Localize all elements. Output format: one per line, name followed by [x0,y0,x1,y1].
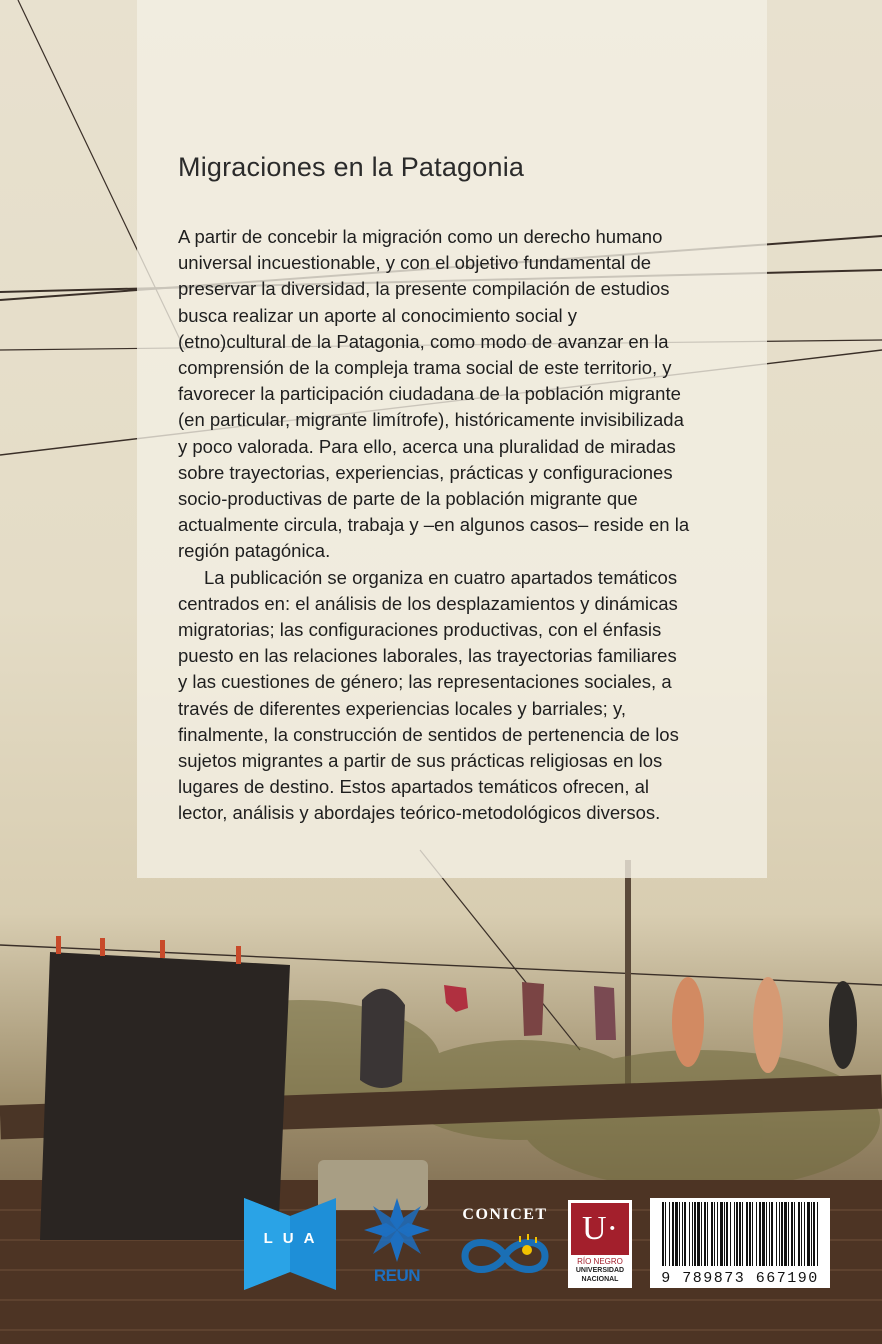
synopsis-paragraph-2: La publicación se organiza en cuatro apartados temáticos centrados en: el análisis de los desplazamientos y dinámicas migratorias; las configuraciones productivas, con el énfasis puesto en las relaciones laborales, las trayectorias familiares y las cuestiones de género; las representaciones sociales, a través de diferentes experiencias locales y barriales; y, finalmente, la construcción de sentidos de pertenencia de los sujetos migrantes a partir de sus prácticas religiosas en los lugares de destino. Estos apartados temáticos ofrecen, al lector, análisis y abordajes teórico-metodológicos diversos. [178,566,679,824]
conicet-logo [455,1206,555,1276]
reun-star-icon [360,1196,434,1266]
unrn-line-1: RÍO NEGRO [577,1257,623,1266]
infinity-icon [455,1228,555,1278]
isbn-barcode [650,1198,830,1288]
isbn-number: 9 789873 667190 [661,1270,819,1287]
lua-text: LUA [263,1230,325,1247]
unrn-line-3: NACIONAL [581,1276,619,1283]
synopsis [178,224,690,827]
unrn-line-2: UNIVERSIDAD [575,1267,625,1274]
reun-text: REUN [373,1266,421,1285]
reun-logo [360,1196,434,1290]
unrn-logo [568,1200,632,1288]
socks [444,982,616,1040]
conicet-text: CONICET [462,1206,548,1223]
book-title: Migraciones en la Patagonia [178,152,525,182]
publisher-logos [0,1190,882,1300]
synopsis-paragraph-1: A partir de concebir la migración como un derecho humano universal incuestionable, y con el objetivo fundamental de preservar la diversidad, la presente compilación de estudios busca realizar un aporte al conocimiento social y (etno)cultural de la Patagonia, como modo de avanzar en la comprensión de la compleja trama social de este territorio, y favorecer la participación ciudadana de la población migrante (en particular, migrante limítrofe), históricamente invisibilizada y poco valorada. Para ello, acerca una pluralidad de miradas sobre trayectorias, experiencias, prácticas y configuraciones socio-productivas de parte de la población migrante que actualmente circula, trabaja y –en algunos casos– reside en la región patagónica. [178,226,690,562]
lua-logo [244,1198,336,1290]
unrn-mark: U· [571,1203,629,1255]
barcode-bars [650,1198,830,1270]
